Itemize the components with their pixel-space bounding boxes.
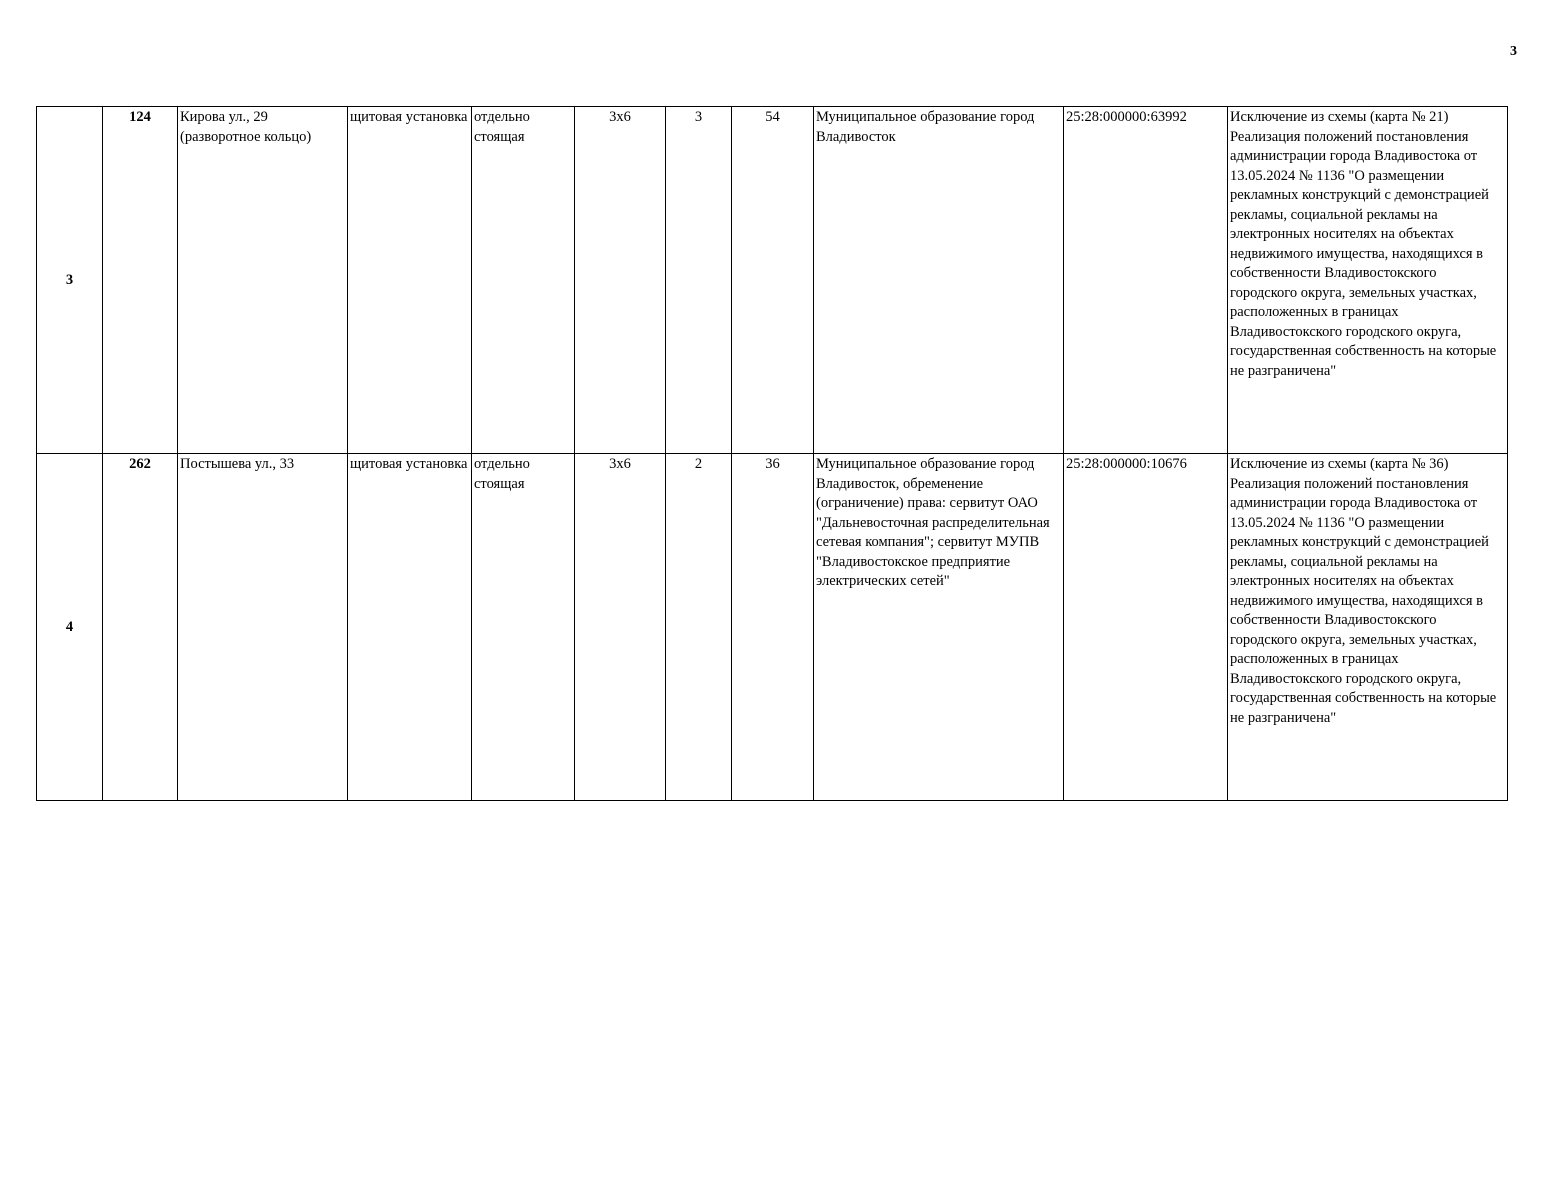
address-cell: Постышева ул., 33 <box>178 454 348 801</box>
size-cell: 3х6 <box>575 107 666 454</box>
table-row <box>37 454 1508 801</box>
structure-number: 124 <box>103 107 178 454</box>
note-cell: Исключение из схемы (карта № 36) Реализация положений постановления администрации города Владивостока от 13.05.2024 № 1136 "О размещении рекламных конструкций с демонстрацией рекламы, социальной рекламы на электронных носителях на объектах недвижимого имущества, находящихся в собственности Владивостокского городского округа, земельных участках, расположенных в границах Владивостокского городского округа, государственная собственность на которые не разграничена" <box>1228 454 1508 801</box>
advertising-structures-table <box>36 106 1508 801</box>
address-cell: Кирова ул., 29 (разворотное кольцо) <box>178 107 348 454</box>
row-index: 3 <box>37 107 103 454</box>
table-row <box>37 107 1508 454</box>
cadastral-number-cell: 25:28:000000:10676 <box>1064 454 1228 801</box>
placement-cell: отдельно стоящая <box>472 454 575 801</box>
note-cell: Исключение из схемы (карта № 21) Реализация положений постановления администрации города Владивостока от 13.05.2024 № 1136 "О размещении рекламных конструкций с демонстрацией рекламы, социальной рекламы на электронных носителях на объектах недвижимого имущества, находящихся в собственности Владивостокского городского округа, земельных участках, расположенных в границах Владивостокского городского округа, государственная собственность на которые не разграничена" <box>1228 107 1508 454</box>
cadastral-number-cell: 25:28:000000:63992 <box>1064 107 1228 454</box>
page-number: 3 <box>1510 44 1517 59</box>
owner-cell: Муниципальное образование город Владивосток <box>814 107 1064 454</box>
construction-type-cell: щитовая установка <box>348 454 472 801</box>
sides-cell: 3 <box>666 107 732 454</box>
construction-type-cell: щитовая установка <box>348 107 472 454</box>
structure-number: 262 <box>103 454 178 801</box>
row-index: 4 <box>37 454 103 801</box>
area-cell: 54 <box>732 107 814 454</box>
placement-cell: отдельно стоящая <box>472 107 575 454</box>
size-cell: 3х6 <box>575 454 666 801</box>
area-cell: 36 <box>732 454 814 801</box>
owner-cell: Муниципальное образование город Владивосток, обременение (ограничение) права: сервитут ОАО "Дальневосточная распределительная сетевая компания"; сервитут МУПВ "Владивостокское предприятие электрических сетей" <box>814 454 1064 801</box>
sides-cell: 2 <box>666 454 732 801</box>
